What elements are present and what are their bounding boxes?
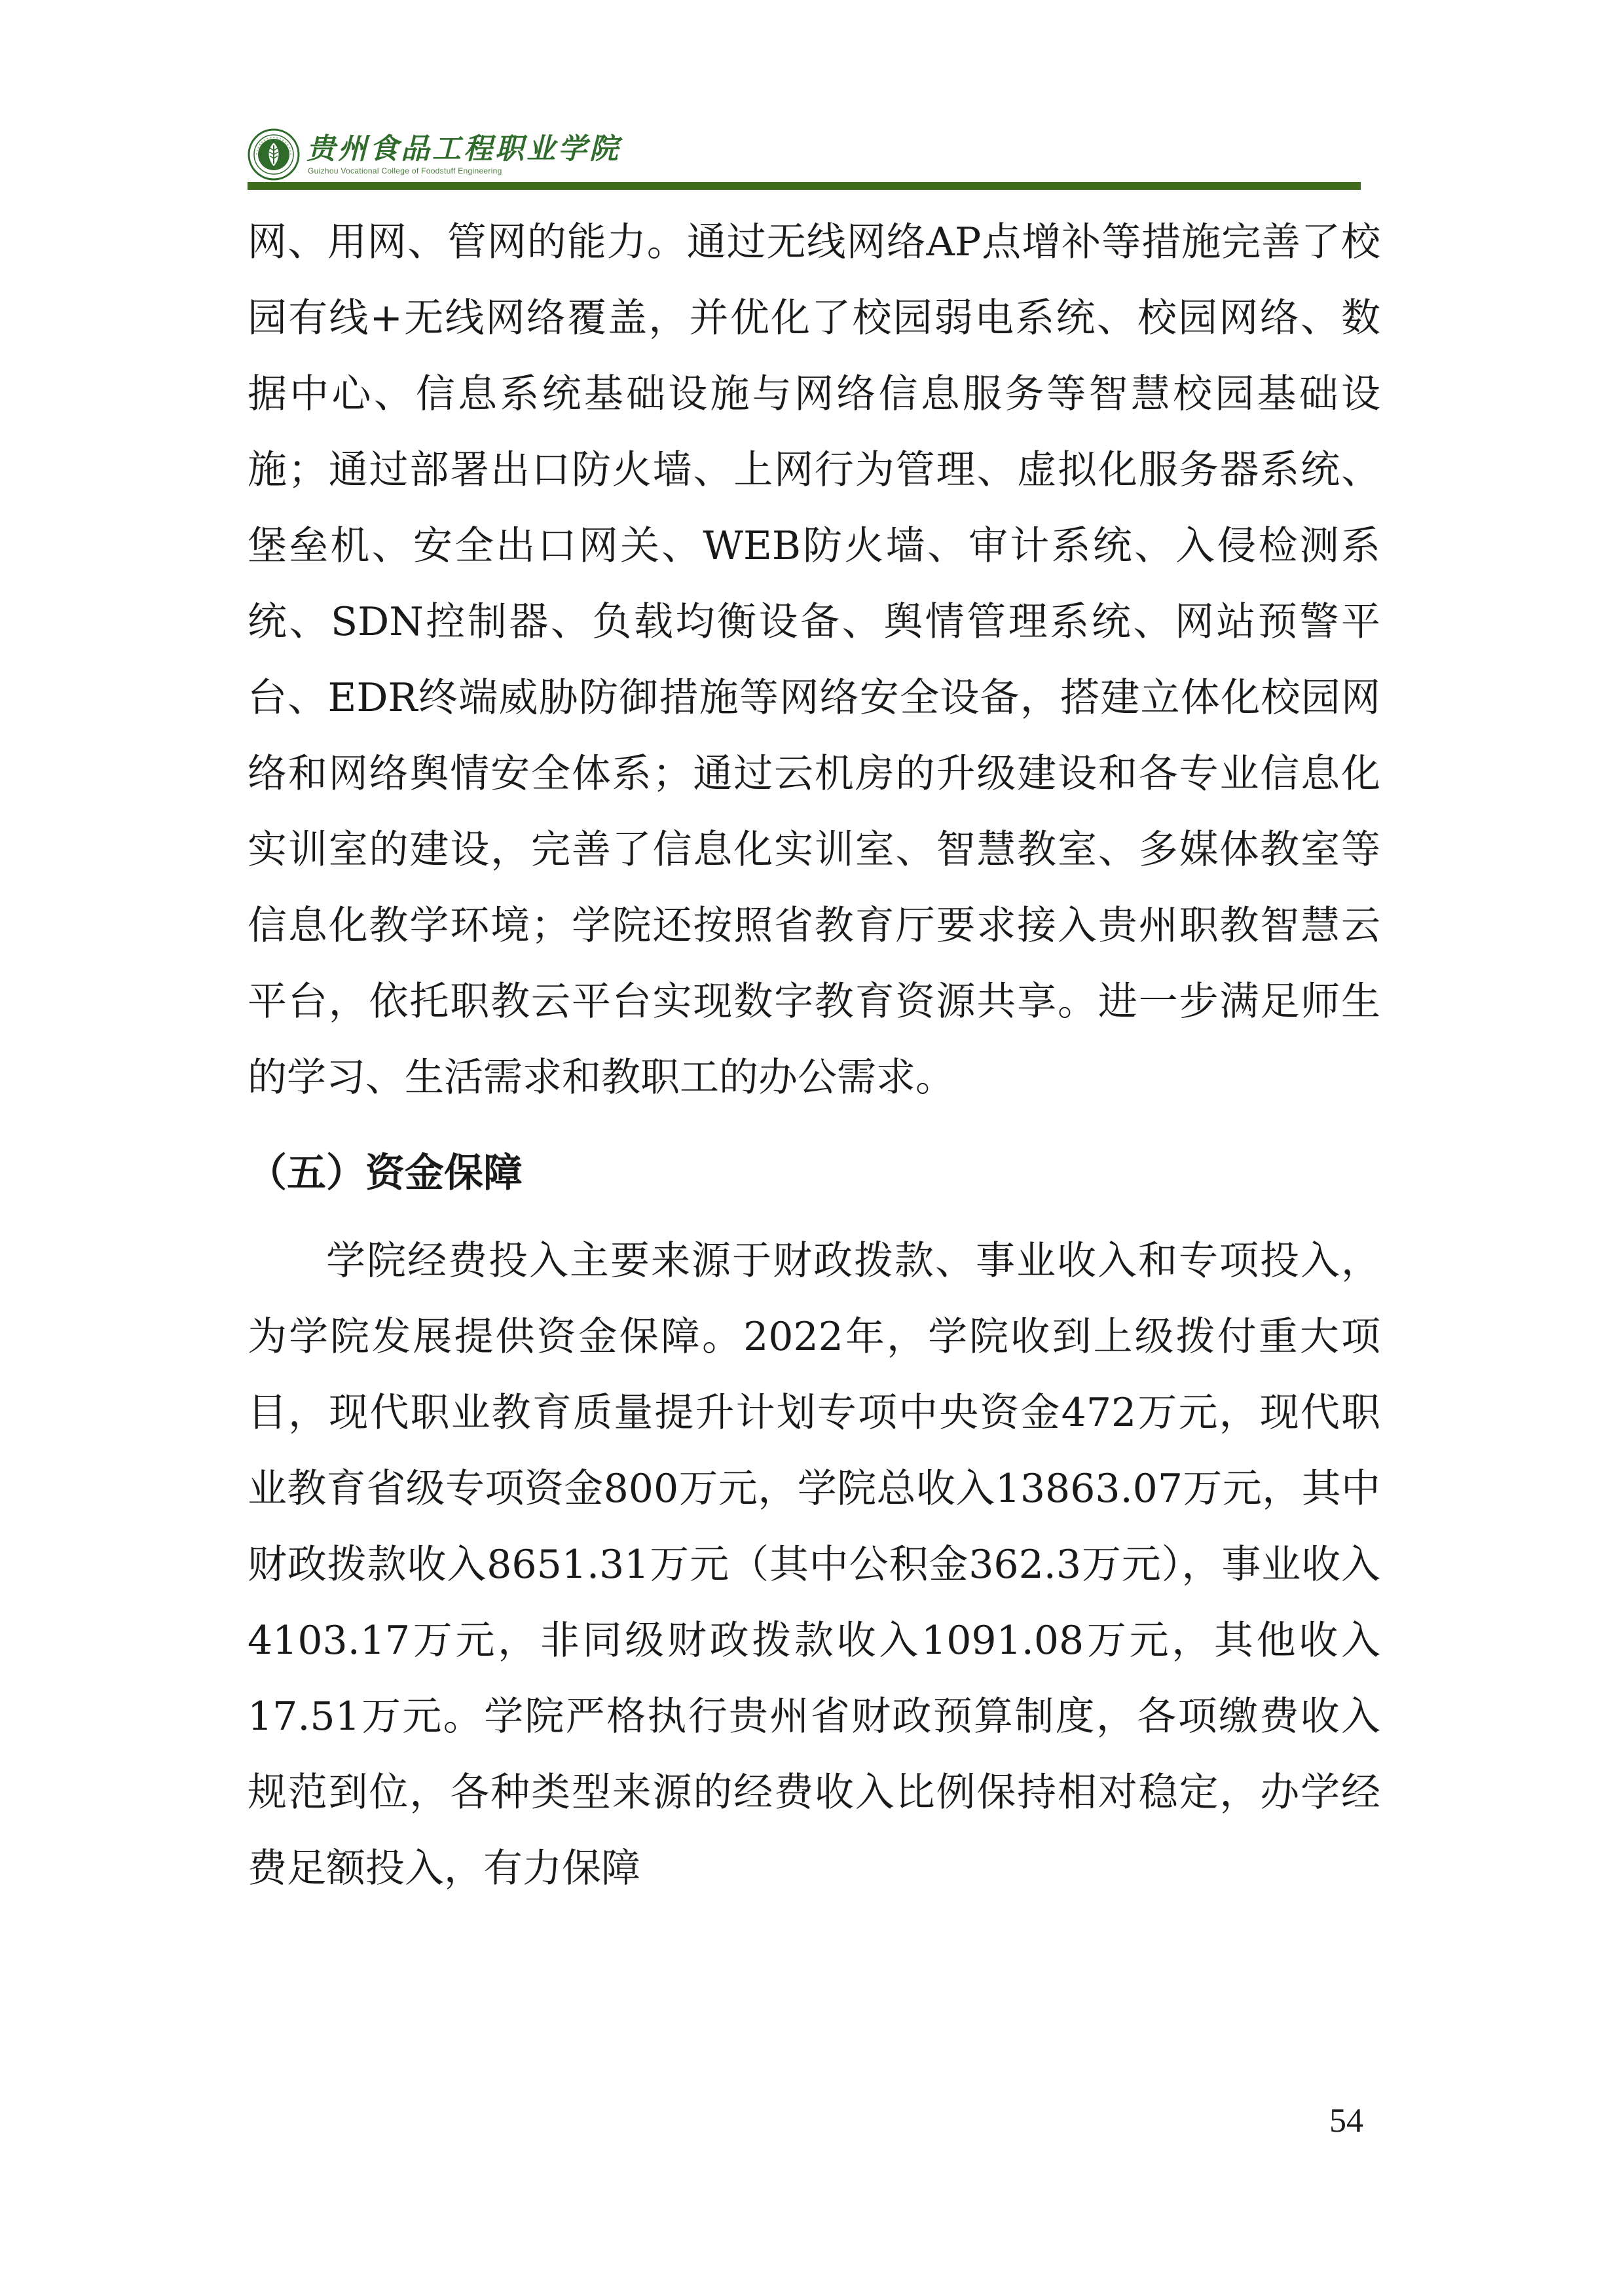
page-header xyxy=(248,124,1361,190)
school-logo xyxy=(248,124,621,185)
page-content xyxy=(248,204,1380,1906)
school-seal-icon xyxy=(248,128,300,181)
header-divider xyxy=(248,182,1361,190)
school-name-chinese: 贵州食品工程职业学院 xyxy=(306,132,621,166)
school-name-english: Guizhou Vocational College of Foodstuff Engineering xyxy=(308,166,502,175)
paragraph-funding: 学院经费投入主要来源于财政拨款、事业收入和专项投入，为学院发展提供资金保障。2022年，学院收到上级拨付重大项目，现代职业教育质量提升计划专项中央资金472万元，现代职业教育省级专项资金800万元，学院总收入13863.07万元，其中财政拨款收入8651.31万元（其中公积金362.3万元），事业收入4103.17万元，非同级财政拨款收入1091.08万元，其他收入17.51万元。学院严格执行贵州省财政预算制度，各项缴费收入规范到位，各种类型来源的经费收入比例保持相对稳定，办学经费足额投入，有力保障 xyxy=(248,1238,1380,1891)
page-number: 54 xyxy=(1329,2102,1363,2140)
section-heading-funding: （五）资金保障 xyxy=(248,1150,523,1196)
paragraph-network-infrastructure: 网、用网、管网的能力。通过无线网络AP点增补等措施完善了校园有线+无线网络覆盖，并优化了校园弱电系统、校园网络、数据中心、信息系统基础设施与网络信息服务等智慧校园基础设施；通过部署出口防火墙、上网行为管理、虚拟化服务器系统、堡垒机、安全出口网关、WEB防火墙、审计系统、入侵检测系统、SDN控制器、负载均衡设备、舆情管理系统、网站预警平台、EDR终端威胁防御措施等网络安全设备，搭建立体化校园网络和网络舆情安全体系；通过云机房的升级建设和各专业信息化实训室的建设，完善了信息化实训室、智慧教室、多媒体教室等信息化教学环境；学院还按照省教育厅要求接入贵州职教智慧云平台，依托职教云平台实现数字教育资源共享。进一步满足师生的学习、生活需求和教职工的办公需求。 xyxy=(248,219,1380,1101)
